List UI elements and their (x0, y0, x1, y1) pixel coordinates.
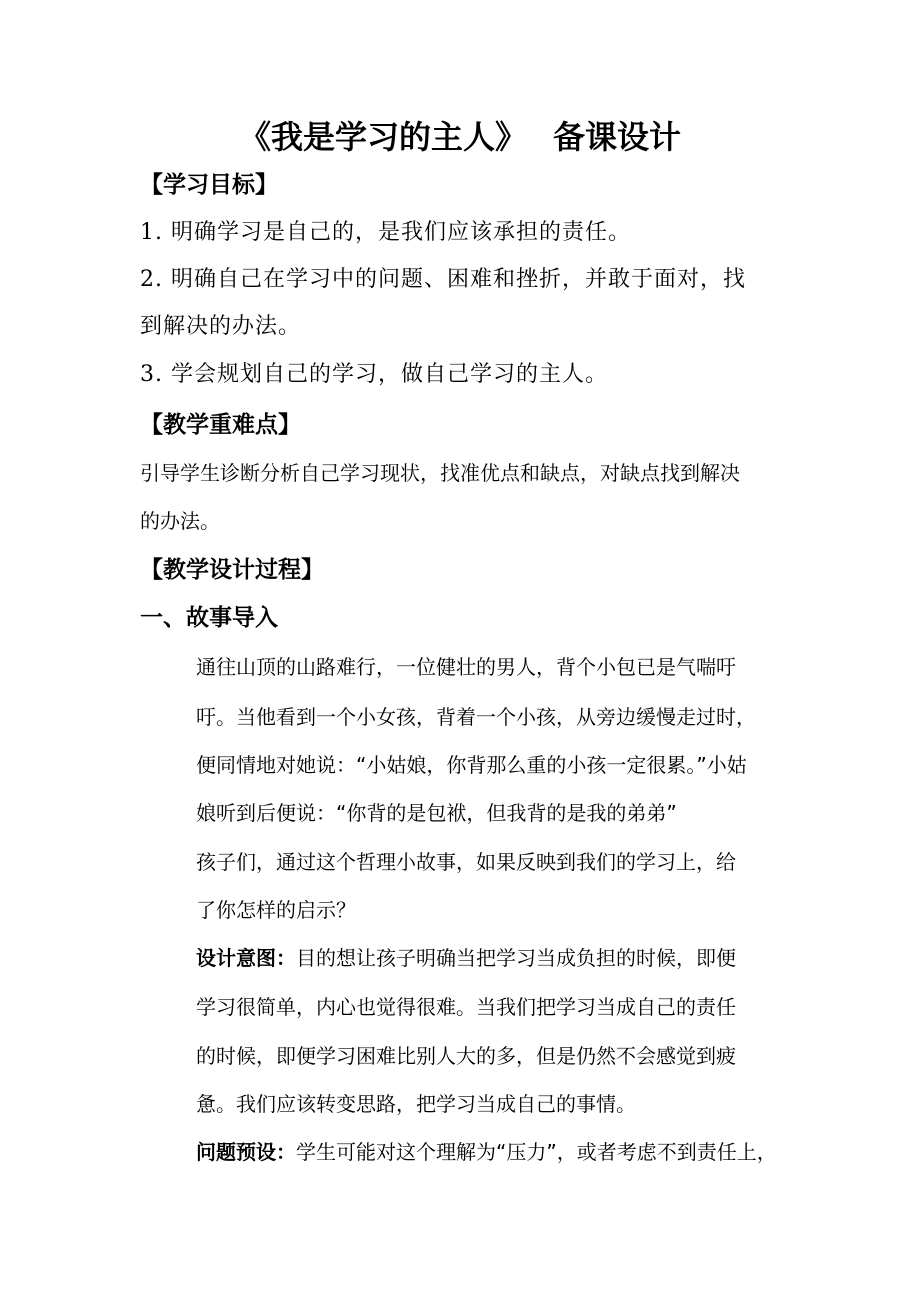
intent-line-3: 的时候，即便学习困难比别人大的多，但是仍然不会感觉到疲 (196, 1044, 736, 1068)
process-heading: 【教学设计过程】 (140, 557, 324, 583)
intent-text-1: 目的想让孩子明确当把学习当成负担的时候，即便 (296, 946, 736, 970)
story-line-2: 吁。当他看到一个小女孩，背着一个小孩，从旁边缓慢走过时， (196, 705, 756, 729)
objective-item-1: 1. 明确学习是自己的，是我们应该承担的责任。 (140, 220, 631, 245)
question-line-2: 了你怎样的启示？ (196, 898, 356, 922)
preset-text-1: 学生可能对这个理解为“压力”，或者考虑不到责任上， (296, 1140, 777, 1164)
story-line-1: 通往山顶的山路难行，一位健壮的男人，背个小包已是气喘吁 (196, 655, 736, 679)
title-main: 《我是学习的主人》 (238, 118, 527, 156)
page-title (0, 114, 920, 160)
objective-item-2-line-2: 到解决的办法。 (140, 314, 302, 339)
key-points-line-1: 引导学生诊断分析自己学习现状，找准优点和缺点，对缺点找到解决 (140, 461, 740, 485)
intent-label: 设计意图： (196, 946, 296, 970)
objective-item-2-line-1: 2. 明确自己在学习中的问题、困难和挫折，并敢于面对，找 (140, 267, 746, 292)
preset-label: 问题预设： (196, 1140, 296, 1164)
key-points-heading: 【教学重难点】 (140, 412, 301, 438)
story-line-3: 便同情地对她说：“小姑娘，你背那么重的小孩一定很累。”小姑 (196, 753, 747, 777)
key-points-line-2: 的办法。 (140, 509, 220, 533)
intent-line-4: 惫。我们应该转变思路，把学习当成自己的事情。 (196, 1092, 636, 1116)
objectives-heading: 【学习目标】 (140, 172, 278, 198)
question-line-1: 孩子们，通过这个哲理小故事，如果反映到我们的学习上，给 (196, 850, 736, 874)
objective-item-3: 3. 学会规划自己的学习，做自己学习的主人。 (140, 362, 608, 387)
story-line-4: 娘听到后便说：“你背的是包袱，但我背的是我的弟弟” (196, 801, 677, 825)
intent-line-2: 学习很简单，内心也觉得很难。当我们把学习当成自己的责任 (196, 995, 736, 1019)
intent-line-1 (196, 943, 736, 973)
title-sub: 备课设计 (553, 118, 682, 156)
preset-line-1 (196, 1137, 777, 1167)
section-1-title: 一、故事导入 (140, 605, 278, 631)
